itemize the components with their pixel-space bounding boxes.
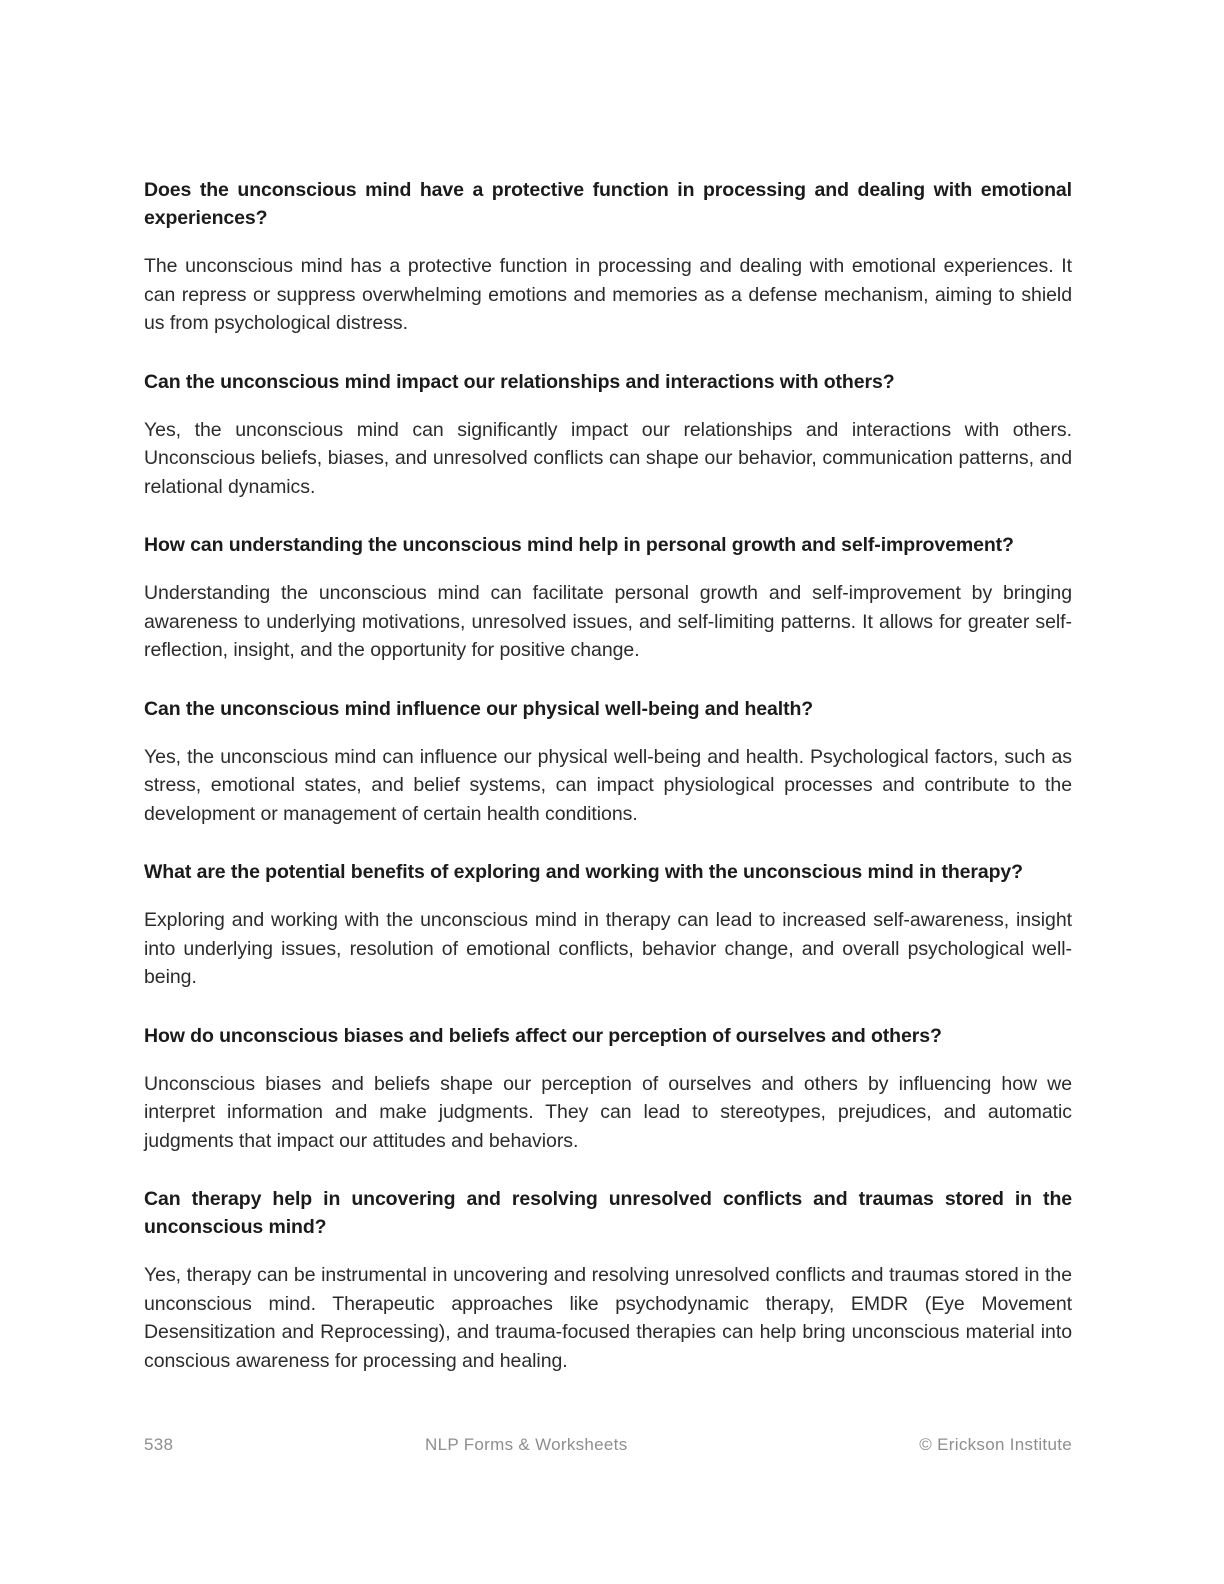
answer-paragraph: Unconscious biases and beliefs shape our perception of ourselves and others by influencing how we interpret information and make judgments. They can lead to stereotypes, prejudices, and automatic judgments that impact our attitudes and behaviors. (144, 1072, 1072, 1152)
page-footer (144, 1435, 1072, 1455)
question-heading: How do unconscious biases and beliefs affect our perception of ourselves and others? (144, 1024, 942, 1047)
qa-block (144, 1185, 1072, 1375)
qa-block (144, 858, 1072, 992)
question-heading: Can the unconscious mind influence our physical well-being and health? (144, 697, 814, 720)
answer-paragraph: Yes, the unconscious mind can significantly impact our relationships and interactions with others. Unconscious beliefs, biases, and unresolved conflicts can shape our behavior, communication patterns, and relational dynamics. (144, 418, 1072, 498)
question-heading: Can therapy help in uncovering and resolving unresolved conflicts and traumas stored in the unconscious mind? (144, 1188, 1072, 1238)
question-heading: What are the potential benefits of exploring and working with the unconscious mind in therapy? (144, 861, 1023, 883)
answer-paragraph: Yes, the unconscious mind can influence our physical well-being and health. Psychological factors, such as stress, emotional states, and belief systems, can impact physiological processes and contribute to the development or management of certain health conditions. (144, 745, 1072, 825)
footer-title: NLP Forms & Worksheets (425, 1435, 628, 1454)
answer-paragraph: Yes, therapy can be instrumental in uncovering and resolving unresolved conflicts and traumas stored in the unconscious mind. Therapeutic approaches like psychodynamic therapy, EMDR (Eye Movement Desensitization and Reprocessing), and trauma-focused therapies can help bring unconscious material into conscious awareness for processing and healing. (144, 1264, 1072, 1372)
qa-block (144, 1022, 1072, 1156)
question-heading: Can the unconscious mind impact our relationships and interactions with others? (144, 370, 895, 393)
answer-paragraph: Exploring and working with the unconscious mind in therapy can lead to increased self-awareness, insight into underlying issues, resolution of emotional conflicts, behavior change, and overall psychological well-being. (144, 909, 1072, 988)
answer-paragraph: Understanding the unconscious mind can facilitate personal growth and self-improvement by bringing awareness to underlying motivations, unresolved issues, and self-limiting patterns. It allows for greater self-reflection, insight, and the opportunity for positive change. (144, 582, 1072, 661)
qa-block (144, 368, 1072, 502)
question-heading: How can understanding the unconscious mind help in personal growth and self-improvement? (144, 534, 1014, 556)
qa-block (144, 695, 1072, 829)
document-content (144, 176, 1072, 1375)
footer-page-number: 538 (144, 1435, 174, 1454)
footer-copyright: © Erickson Institute (919, 1435, 1072, 1454)
question-heading: Does the unconscious mind have a protective function in processing and dealing with emotional experiences? (144, 179, 1072, 229)
qa-block (144, 531, 1072, 665)
answer-paragraph: The unconscious mind has a protective function in processing and dealing with emotional experiences. It can repress or suppress overwhelming emotions and memories as a defense mechanism, aiming to shield us from psychological distress. (144, 255, 1072, 334)
qa-block (144, 176, 1072, 338)
